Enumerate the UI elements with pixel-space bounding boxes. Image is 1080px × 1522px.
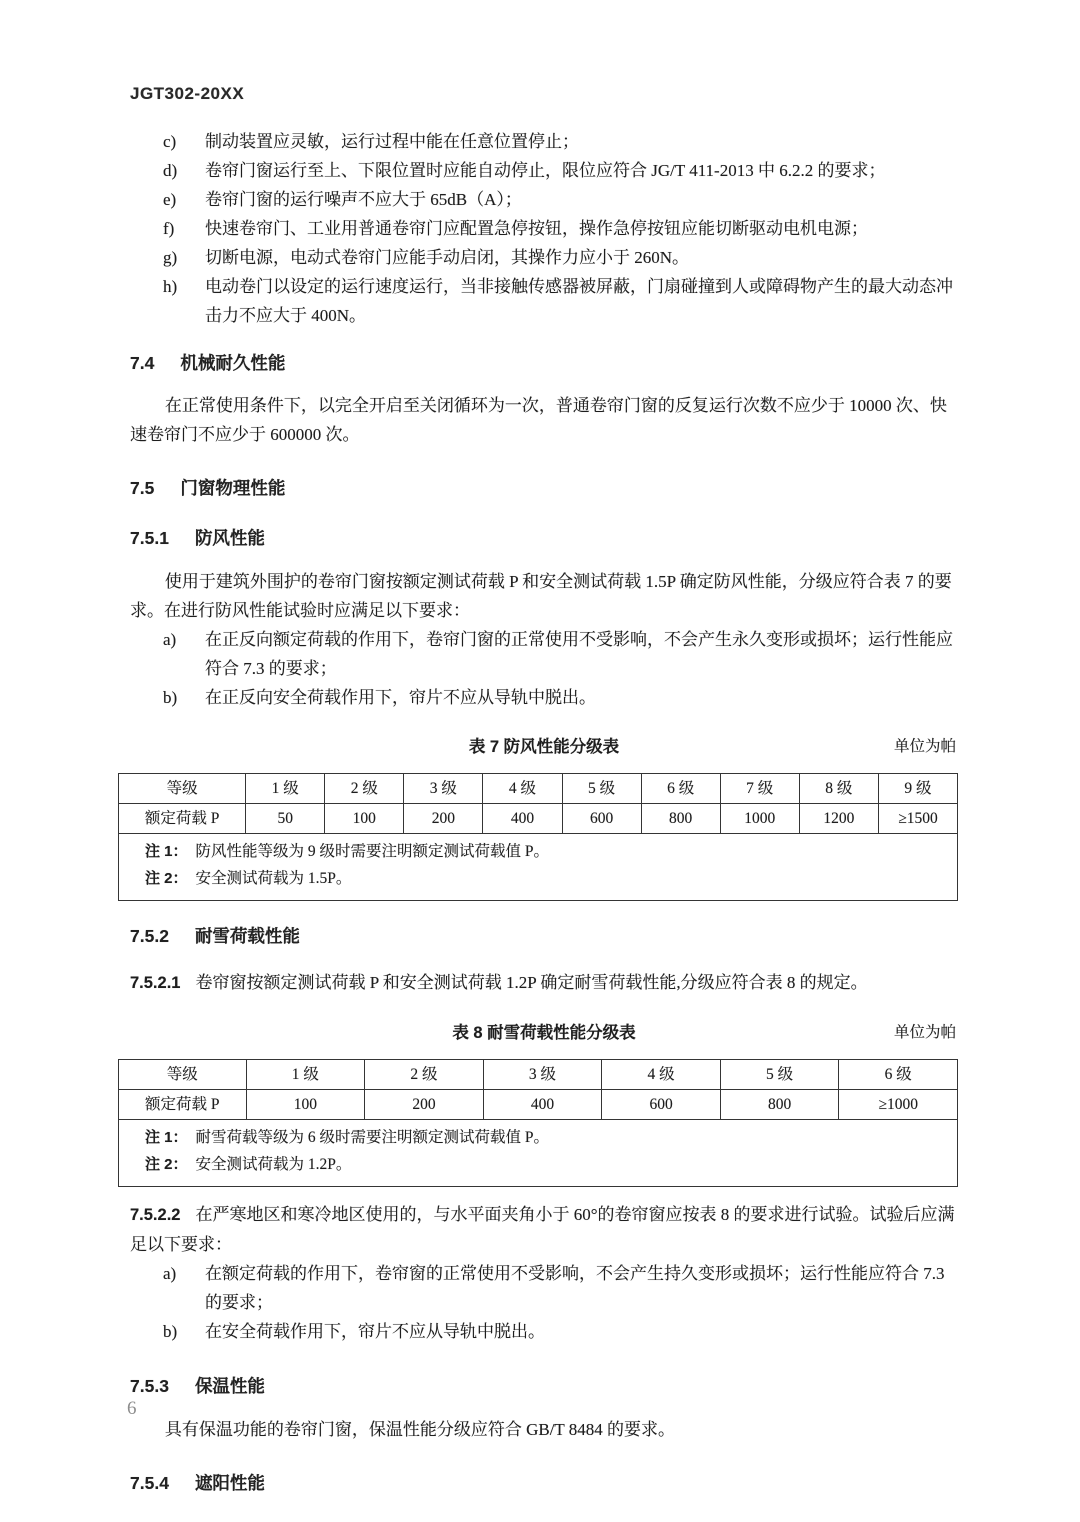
table-row — [119, 774, 958, 804]
section-7-5-1-body: 使用于建筑外围护的卷帘门窗按额定测试荷载 P 和安全测试荷载 1.5P 确定防风性能，分级应符合表 7 的要求。在进行防风性能试验时应满足以下要求： — [130, 572, 952, 620]
section-number: 7.4 — [130, 353, 155, 373]
document-code: JGT302-20XX — [130, 84, 245, 103]
list-text: 在额定荷载的作用下，卷帘窗的正常使用不受影响，不会产生持久变形或损坏；运行性能应符合 7.3 的要求； — [205, 1264, 945, 1312]
section-title: 耐雪荷载性能 — [194, 926, 300, 946]
clause-number: 7.5.2.1 — [130, 974, 181, 992]
table-cell: 3 级 — [404, 774, 483, 804]
table-note — [145, 838, 949, 865]
note-label: 注 1： — [145, 843, 188, 860]
table-cell: 2 级 — [325, 774, 404, 804]
table-row — [119, 1090, 958, 1120]
table-note — [145, 1124, 949, 1151]
list-text: 卷帘门窗运行至上、下限位置时应能自动停止，限位应符合 JG/T 411-2013 中 6.2.2 的要求； — [205, 161, 886, 180]
list-item-a — [130, 625, 958, 683]
section-heading-7-4 — [130, 350, 958, 375]
list-marker: b) — [163, 1322, 178, 1341]
table-notes-cell — [119, 834, 958, 901]
table-cell: 400 — [483, 804, 562, 834]
section-number: 7.5.2 — [130, 926, 169, 946]
table7-unit: 单位为帕 — [893, 738, 956, 755]
table-cell: 600 — [602, 1090, 721, 1120]
list-item-f — [130, 214, 958, 243]
table-cell: 等级 — [119, 774, 246, 804]
list-marker: e) — [163, 190, 177, 209]
clause-7-5-2-1 — [130, 968, 958, 998]
section-heading-7-5-4 — [130, 1470, 958, 1495]
clause-7-5-2-2 — [130, 1200, 958, 1259]
table-cell: 6 级 — [641, 774, 720, 804]
table-cell: 4 级 — [602, 1060, 721, 1090]
table-cell: 200 — [404, 804, 483, 834]
section-title: 防风性能 — [194, 528, 265, 548]
table-cell: ≥1500 — [878, 804, 957, 834]
section-heading-7-5-3 — [130, 1373, 958, 1398]
table-cell: ≥1000 — [839, 1090, 958, 1120]
table8-unit: 单位为帕 — [893, 1024, 956, 1041]
section-title: 遮阳性能 — [194, 1473, 265, 1493]
table7-caption: 表 7 防风性能分级表 — [468, 738, 620, 756]
list-item-d — [130, 156, 958, 185]
table-cell: 2 级 — [365, 1060, 484, 1090]
table8-caption-row — [130, 1019, 958, 1043]
table-cell: 100 — [246, 1090, 365, 1120]
table-notes-cell — [119, 1120, 958, 1187]
list-marker: b) — [163, 688, 178, 707]
table8-caption: 表 8 耐雪荷载性能分级表 — [452, 1024, 636, 1042]
table-note — [145, 865, 949, 892]
table-cell: 9 级 — [878, 774, 957, 804]
table-cell: 等级 — [119, 1060, 247, 1090]
list-text: 切断电源，电动式卷帘门应能手动启闭，其操作力应小于 260N。 — [205, 248, 690, 267]
list-item-g — [130, 243, 958, 272]
note-label: 注 1： — [145, 1129, 188, 1146]
section-number: 7.5 — [130, 478, 155, 498]
list-marker: d) — [163, 161, 178, 180]
table-cell: 100 — [325, 804, 404, 834]
list-text: 制动装置应灵敏，运行过程中能在任意位置停止； — [205, 132, 579, 151]
list-item-e — [130, 185, 958, 214]
list-text: 电动卷门以设定的运行速度运行，当非接触传感器被屏蔽，门扇碰撞到人或障碍物产生的最大动态冲击力不应大于 400N。 — [205, 277, 953, 325]
section-title: 保温性能 — [194, 1376, 265, 1396]
table-cell: 5 级 — [562, 774, 641, 804]
table-cell: 400 — [483, 1090, 602, 1120]
note-text: 安全测试荷载为 1.2P。 — [195, 1156, 352, 1173]
table-cell: 5 级 — [720, 1060, 839, 1090]
table-cell: 4 级 — [483, 774, 562, 804]
section-number: 7.5.4 — [130, 1473, 169, 1493]
list-marker: a) — [163, 1264, 177, 1283]
wind-resistance-grade-table — [118, 773, 958, 901]
table-notes-row — [119, 1120, 958, 1187]
table-cell: 6 级 — [839, 1060, 958, 1090]
list-marker: f) — [163, 219, 175, 238]
table-cell: 200 — [365, 1090, 484, 1120]
page-number: 6 — [127, 1398, 137, 1419]
note-text: 耐雪荷载等级为 6 级时需要注明额定测试荷载值 P。 — [195, 1129, 550, 1146]
section-7-4-body: 在正常使用条件下，以完全开启至关闭循环为一次，普通卷帘门窗的反复运行次数不应少于 10000 次、快速卷帘门不应少于 600000 次。 — [130, 396, 947, 444]
table-cell: 额定荷载 P — [119, 1090, 247, 1120]
list-item-a — [130, 1259, 958, 1317]
table-cell: 800 — [641, 804, 720, 834]
snow-load-grade-table — [118, 1059, 958, 1187]
section-number: 7.5.3 — [130, 1376, 169, 1396]
table-cell: 1200 — [799, 804, 878, 834]
list-text: 在正反向额定荷载的作用下，卷帘门窗的正常使用不受影响，不会产生永久变形或损坏；运行性能应符合 7.3 的要求； — [205, 630, 953, 678]
list-marker: g) — [163, 248, 178, 267]
list-item-c — [130, 127, 958, 156]
clause-number: 7.5.2.2 — [130, 1206, 181, 1224]
list-marker: c) — [163, 132, 177, 151]
section-title: 门窗物理性能 — [180, 478, 286, 498]
table-row — [119, 804, 958, 834]
list-text: 卷帘门窗的运行噪声不应大于 65dB（A）； — [205, 190, 522, 209]
list-text: 在安全荷载作用下，帘片不应从导轨中脱出。 — [205, 1322, 545, 1341]
section-7-5-3-body: 具有保温功能的卷帘门窗，保温性能分级应符合 GB/T 8484 的要求。 — [164, 1420, 676, 1439]
table7-caption-row — [130, 733, 958, 757]
section-heading-7-5-2 — [130, 923, 958, 948]
list-text: 快速卷帘门、工业用普通卷帘门应配置急停按钮，操作急停按钮应能切断驱动电机电源； — [205, 219, 868, 238]
table-cell: 1000 — [720, 804, 799, 834]
list-marker: a) — [163, 630, 177, 649]
table-cell: 额定荷载 P — [119, 804, 246, 834]
section-title: 机械耐久性能 — [180, 353, 286, 373]
table-cell: 1 级 — [246, 774, 325, 804]
section-heading-7-5 — [130, 475, 958, 500]
table-cell: 1 级 — [246, 1060, 365, 1090]
list-text: 在正反向安全荷载作用下，帘片不应从导轨中脱出。 — [205, 688, 596, 707]
table-cell: 50 — [246, 804, 325, 834]
clause-text: 在严寒地区和寒冷地区使用的，与水平面夹角小于 60°的卷帘窗应按表 8 的要求进行试验。试验后应满足以下要求： — [130, 1205, 955, 1254]
note-text: 防风性能等级为 9 级时需要注明额定测试荷载值 P。 — [195, 843, 550, 860]
section-heading-7-5-1 — [130, 525, 958, 550]
table-cell: 7 级 — [720, 774, 799, 804]
section-number: 7.5.1 — [130, 528, 169, 548]
table-cell: 8 级 — [799, 774, 878, 804]
note-text: 安全测试荷载为 1.5P。 — [195, 870, 352, 887]
table-cell: 800 — [720, 1090, 839, 1120]
table-cell: 3 级 — [483, 1060, 602, 1090]
note-label: 注 2： — [145, 870, 188, 887]
table-note — [145, 1151, 949, 1178]
list-item-b — [130, 1317, 958, 1346]
list-item-h — [130, 272, 958, 330]
list-marker: h) — [163, 277, 178, 296]
table-cell: 600 — [562, 804, 641, 834]
note-label: 注 2： — [145, 1156, 188, 1173]
list-item-b — [130, 683, 958, 712]
clause-text: 卷帘窗按额定测试荷载 P 和安全测试荷载 1.2P 确定耐雪荷载性能,分级应符合表 8 的规定。 — [195, 973, 868, 992]
table-notes-row — [119, 834, 958, 901]
table-row — [119, 1060, 958, 1090]
